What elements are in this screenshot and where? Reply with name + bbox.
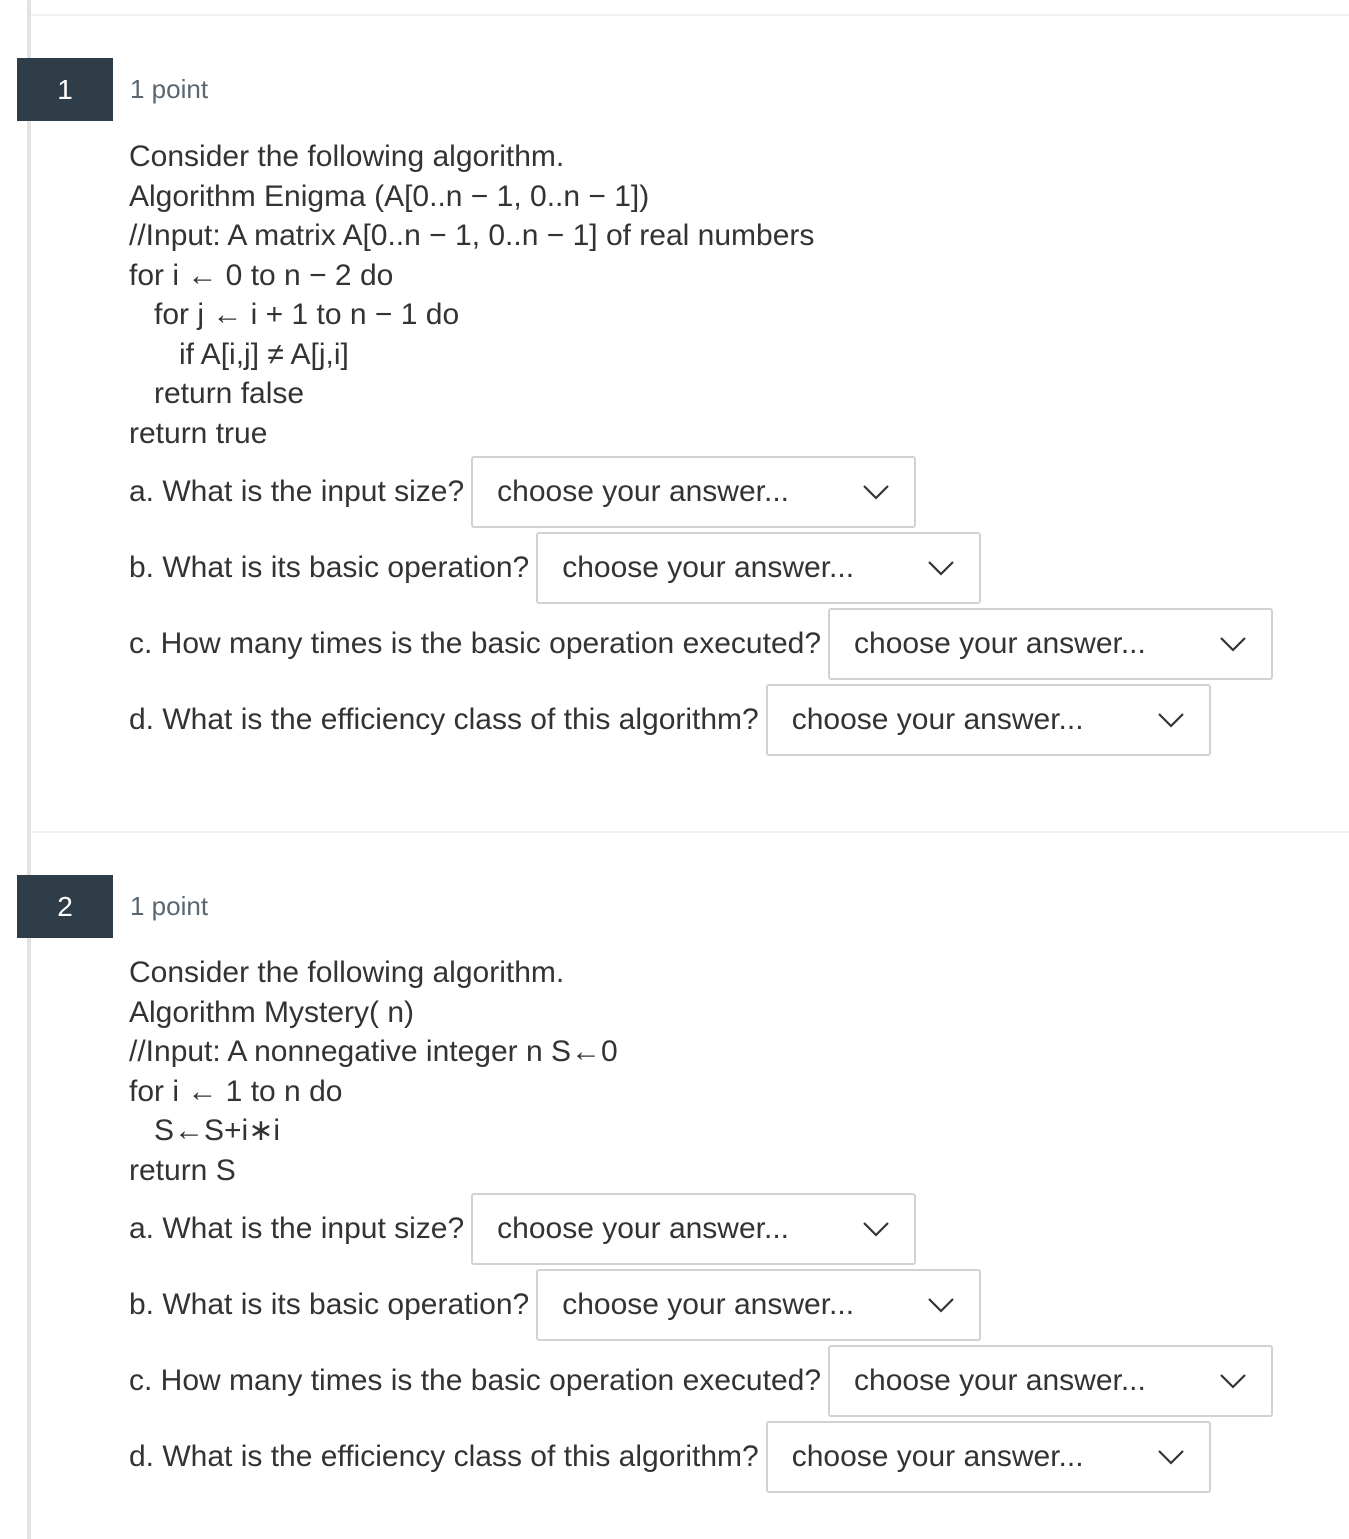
dropdown-value: choose your answer... — [497, 475, 789, 508]
algorithm-line: Consider the following algorithm. — [129, 956, 565, 989]
dropdown-value: choose your answer... — [854, 627, 1146, 660]
algorithm-line: if A[i,j] ≠ A[j,i] — [179, 337, 349, 371]
subquestion-b — [129, 1267, 981, 1343]
chevron-down-icon — [1219, 1373, 1247, 1389]
algorithm-line: S←S+i∗i — [154, 1114, 281, 1147]
subquestion-d — [129, 1419, 1211, 1495]
left-rail — [27, 0, 31, 1539]
question-number-badge: 1 — [17, 58, 113, 121]
subquestion-label: a. What is the input size? — [129, 475, 465, 508]
subquestion-d — [129, 682, 1211, 758]
chevron-down-icon — [1219, 636, 1247, 652]
algorithm-line: Algorithm Enigma (A[0..n − 1, 0..n − 1]) — [129, 179, 650, 213]
subquestion-c — [129, 606, 1273, 682]
algorithm-line: //Input: A nonnegative integer n S←0 — [129, 1035, 618, 1068]
chevron-down-icon — [862, 1221, 890, 1237]
dropdown-value: choose your answer... — [497, 1212, 789, 1245]
subquestion-label: b. What is its basic operation? — [129, 551, 530, 584]
question-points: 1 point — [130, 74, 209, 104]
algorithm-line: for j ← i + 1 to n − 1 do — [154, 298, 460, 331]
chevron-down-icon — [927, 1297, 955, 1313]
dropdown-value: choose your answer... — [854, 1364, 1146, 1397]
algorithm-line: //Input: A matrix A[0..n − 1, 0..n − 1] of real numbers — [129, 219, 815, 252]
subquestion-c — [129, 1343, 1273, 1419]
subquestion-b — [129, 530, 981, 606]
subquestion-label: c. How many times is the basic operation executed? — [129, 1364, 822, 1397]
algorithm-line: Consider the following algorithm. — [129, 140, 565, 173]
answer-dropdown[interactable] — [536, 1269, 981, 1341]
algorithm-line: return false — [154, 377, 305, 410]
answer-dropdown[interactable] — [828, 1345, 1273, 1417]
chevron-down-icon — [1157, 712, 1185, 728]
chevron-down-icon — [927, 560, 955, 576]
subquestion-label: d. What is the efficiency class of this algorithm? — [129, 703, 759, 736]
question-number-badge: 2 — [17, 875, 113, 938]
answer-dropdown[interactable] — [766, 684, 1211, 756]
dropdown-value: choose your answer... — [562, 1288, 855, 1321]
dropdown-value: choose your answer... — [791, 703, 1084, 736]
algorithm-line: Algorithm Mystery( n) — [129, 995, 415, 1029]
algorithm-line: for i ← 1 to n do — [129, 1074, 343, 1108]
subquestion-label: d. What is the efficiency class of this algorithm? — [129, 1440, 759, 1473]
algorithm-line: for i ← 0 to n − 2 do — [129, 258, 394, 292]
algorithm-text — [129, 137, 814, 453]
dropdown-value: choose your answer... — [791, 1440, 1084, 1473]
dropdown-value: choose your answer... — [562, 551, 855, 584]
question-divider — [31, 831, 1349, 833]
top-divider — [31, 14, 1349, 16]
subquestion-label: b. What is its basic operation? — [129, 1288, 530, 1321]
chevron-down-icon — [862, 484, 890, 500]
answer-dropdown[interactable] — [471, 456, 916, 528]
answer-dropdown[interactable] — [766, 1421, 1211, 1493]
subquestion-label: c. How many times is the basic operation executed? — [129, 627, 822, 660]
subquestion-label: a. What is the input size? — [129, 1212, 465, 1245]
subquestion-a — [129, 1191, 916, 1267]
algorithm-line: return S — [129, 1153, 236, 1187]
algorithm-text — [129, 953, 618, 1190]
subquestion-a — [129, 454, 916, 530]
answer-dropdown[interactable] — [471, 1193, 916, 1265]
algorithm-line: return true — [129, 416, 268, 450]
answer-dropdown[interactable] — [828, 608, 1273, 680]
question-points: 1 point — [130, 891, 209, 921]
chevron-down-icon — [1157, 1449, 1185, 1465]
answer-dropdown[interactable] — [536, 532, 981, 604]
